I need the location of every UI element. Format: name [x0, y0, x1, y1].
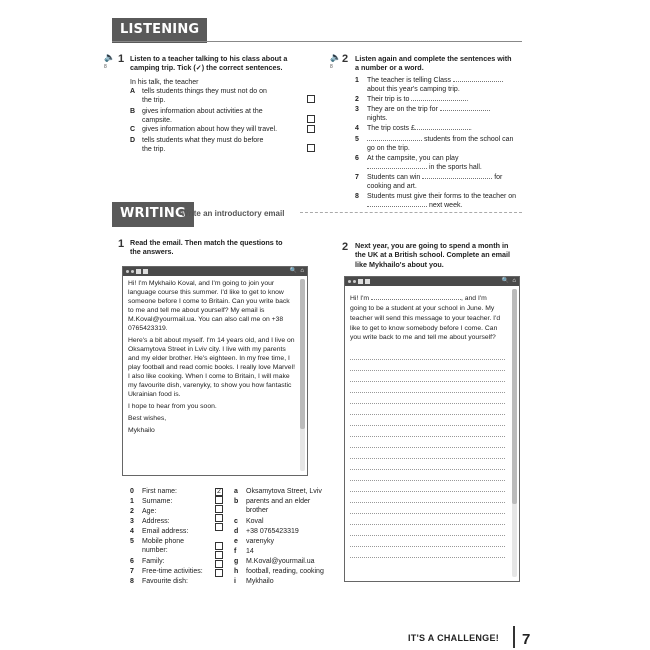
browser-toolbar: [123, 267, 307, 276]
writing-ex1-title: Read the email. Then match the questions to the answers.: [130, 238, 283, 257]
answer-box[interactable]: 2: [215, 488, 223, 496]
email-signoff: Best wishes,: [128, 414, 167, 422]
option-c: C gives information about how they will travel.: [130, 125, 315, 135]
email-paragraph: Here's a bit about myself. I'm 14 years old, and I live on Oksamytova Street in Lviv city. I live with my parents and my elder brother. He's eighteen. In my free time, I play football and read comic books. I really love Marvel! I also like cooking. When I come to Britain, I will make my favourite dish, varenyky, to show you how fantastic Ukrainian food is.: [128, 336, 295, 398]
writing-ex2-title: Next year, you are going to spend a month in the UK at a British school. Complete an email like Mykhailo's about you.: [355, 241, 510, 269]
writing-line[interactable]: [350, 426, 505, 437]
answer-item: i Mykhailo: [234, 578, 274, 585]
audio-icon[interactable]: 🔈 8: [330, 52, 342, 70]
writing-line[interactable]: [350, 404, 505, 415]
footer-divider: [513, 626, 515, 648]
answer-box[interactable]: [215, 514, 223, 522]
listening-ex2-title: Listen again and complete the sentences with a number or a word.: [355, 54, 512, 73]
audio-icon[interactable]: 🔈 8: [104, 52, 116, 70]
question-item: 8 Favourite dish:: [130, 578, 188, 585]
question-item: 3 Address:: [130, 518, 170, 525]
writing-line[interactable]: [350, 360, 505, 371]
email-scrollbar[interactable]: [300, 279, 305, 471]
writing-line[interactable]: [350, 448, 505, 459]
answer-item: a Oksamytova Street, Lviv: [234, 488, 322, 495]
answer-box[interactable]: [215, 542, 223, 550]
writing-line[interactable]: [350, 470, 505, 481]
listening-ex2-items: [355, 76, 520, 211]
writing-line[interactable]: [350, 371, 505, 382]
tab-square-icon[interactable]: [143, 269, 148, 274]
tab-square-icon[interactable]: [365, 279, 370, 284]
answer-box[interactable]: [215, 523, 223, 531]
answer-box[interactable]: [215, 569, 223, 577]
answer-blank[interactable]: [453, 81, 503, 82]
email-browser-window: [122, 266, 308, 476]
listening-ex1-number: 1: [118, 53, 125, 65]
answer-blank[interactable]: [367, 206, 427, 207]
writing-ex1-number: 1: [118, 238, 125, 250]
writing-line[interactable]: [350, 525, 505, 536]
home-icon[interactable]: ⌂: [512, 277, 516, 284]
scrollbar-thumb[interactable]: [512, 289, 517, 504]
reply-browser-window: [344, 276, 520, 582]
writing-line[interactable]: [350, 415, 505, 426]
listening-ex1-intro: In his talk, the teacher: [130, 79, 199, 86]
writing-line[interactable]: [350, 393, 505, 404]
listening-rule: [112, 41, 522, 42]
answer-item: d +38 0765423319: [234, 528, 299, 535]
writing-subtitle: Write an introductory email: [181, 209, 285, 218]
email-paragraph: Hi! I'm Mykhailo Koval, and I'm going to join your language course this summer. I'd like to get to know someone before I come to Britain. Can you write back to me and tell me about yourself? My email is M.Koval@yourmail.ua. You can also call me on +38 0765423319.: [128, 280, 290, 332]
writing-line[interactable]: [350, 382, 505, 393]
tab-square-icon[interactable]: [358, 279, 363, 284]
window-dot-icon[interactable]: [126, 270, 129, 273]
question-item: 5 Mobile phone number:: [130, 538, 185, 555]
reply-scrollbar[interactable]: [512, 289, 517, 577]
answer-item: b parents and an elder brother: [234, 498, 311, 515]
listening-ex1-options: [130, 87, 315, 156]
listening-ex2-number: 2: [342, 53, 349, 65]
writing-line[interactable]: [350, 459, 505, 470]
questions-list: [130, 487, 225, 587]
question-item: 7 Free-time activities:: [130, 568, 203, 575]
option-d: D tells students what they must do before the trip.: [130, 136, 315, 155]
reply-body: [345, 286, 519, 558]
option-c-checkbox[interactable]: [307, 125, 315, 133]
page-number: 7: [522, 631, 531, 648]
search-icon[interactable]: 🔍: [289, 267, 298, 274]
question-item: 4 Email address:: [130, 528, 189, 535]
answer-item: c Koval: [234, 518, 264, 525]
writing-line[interactable]: [350, 503, 505, 514]
writing-line[interactable]: [350, 547, 505, 558]
writing-line[interactable]: [350, 492, 505, 503]
reply-text: Hi! I'm , and I'm going to be a student at your school in June. My teacher will send this message to your teacher. I'd like to get to know somebody before I come. Can you write back to me and tell me about yourself?: [350, 295, 501, 342]
question-item: 1 Surname:: [130, 498, 173, 505]
answer-item: e varenyky: [234, 538, 275, 545]
footer-title: IT'S A CHALLENGE!: [408, 633, 500, 643]
writing-line[interactable]: [350, 437, 505, 448]
question-item: 0 First name:: [130, 488, 178, 495]
writing-lines[interactable]: [350, 349, 505, 558]
answer-blank[interactable]: [440, 110, 490, 111]
option-b: B gives information about activities at the campsite.: [130, 107, 315, 124]
option-a: A tells students things they must not do on the trip.: [130, 87, 315, 106]
browser-toolbar: [345, 277, 519, 286]
email-body: [123, 276, 307, 436]
answer-blank[interactable]: [367, 168, 427, 169]
option-a-checkbox[interactable]: [307, 95, 315, 103]
ex2-item: 4 The trip costs £ .: [355, 125, 472, 133]
window-dot-icon[interactable]: [348, 280, 351, 283]
writing-line[interactable]: [350, 481, 505, 492]
ex2-item: 5 students from the school can go on the trip.: [355, 135, 514, 152]
answer-blank[interactable]: [367, 140, 422, 141]
writing-line[interactable]: [350, 536, 505, 547]
answer-box[interactable]: [215, 505, 223, 513]
scrollbar-thumb[interactable]: [300, 279, 305, 429]
answer-blank[interactable]: [422, 178, 492, 179]
writing-line[interactable]: [350, 349, 505, 360]
question-item: 2 Age:: [130, 508, 157, 515]
writing-ex2-number: 2: [342, 241, 349, 253]
email-signature: Mykhailo: [128, 426, 155, 434]
option-b-checkbox[interactable]: [307, 115, 315, 123]
listening-ex1-title: Listen to a teacher talking to his class about a camping trip. Tick (✓) the correct sentences.: [130, 54, 288, 73]
listening-tab: LISTENING: [112, 18, 207, 43]
email-paragraph: I hope to hear from you soon.: [128, 402, 217, 410]
answer-item: f 14: [234, 548, 254, 555]
answer-blank[interactable]: [415, 129, 470, 130]
answer-boxes: [215, 487, 225, 578]
answer-item: h football, reading, cooking: [234, 568, 324, 575]
answer-box[interactable]: [215, 551, 223, 559]
writing-rule: [300, 212, 522, 213]
answers-list: [234, 487, 339, 587]
search-icon[interactable]: 🔍: [501, 277, 510, 284]
ex2-item: 1 The teacher is telling Class about this year's camping trip.: [355, 76, 520, 94]
answer-item: g M.Koval@yourmail.ua: [234, 558, 315, 565]
tab-square-icon[interactable]: [136, 269, 141, 274]
window-dot-icon[interactable]: [131, 270, 134, 273]
answer-box[interactable]: [215, 560, 223, 568]
ex2-item: 6 At the campsite, you can play in the sports hall.: [355, 154, 482, 171]
option-d-checkbox[interactable]: [307, 144, 315, 152]
ex2-item: 2 Their trip is to .: [355, 96, 469, 104]
writing-tab: WRITING: [112, 202, 194, 227]
answer-blank[interactable]: [411, 100, 466, 101]
home-icon[interactable]: ⌂: [300, 267, 304, 274]
question-item: 6 Family:: [130, 558, 165, 565]
ex2-item: 3 They are on the trip for nights.: [355, 105, 520, 123]
ex2-item: 7 Students can win for cooking and art.: [355, 173, 503, 191]
answer-box[interactable]: [215, 496, 223, 504]
window-dot-icon[interactable]: [353, 280, 356, 283]
writing-line[interactable]: [350, 514, 505, 525]
name-blank[interactable]: [371, 299, 461, 300]
ex2-item: 8 Students must give their forms to the teacher on next week.: [355, 193, 517, 210]
